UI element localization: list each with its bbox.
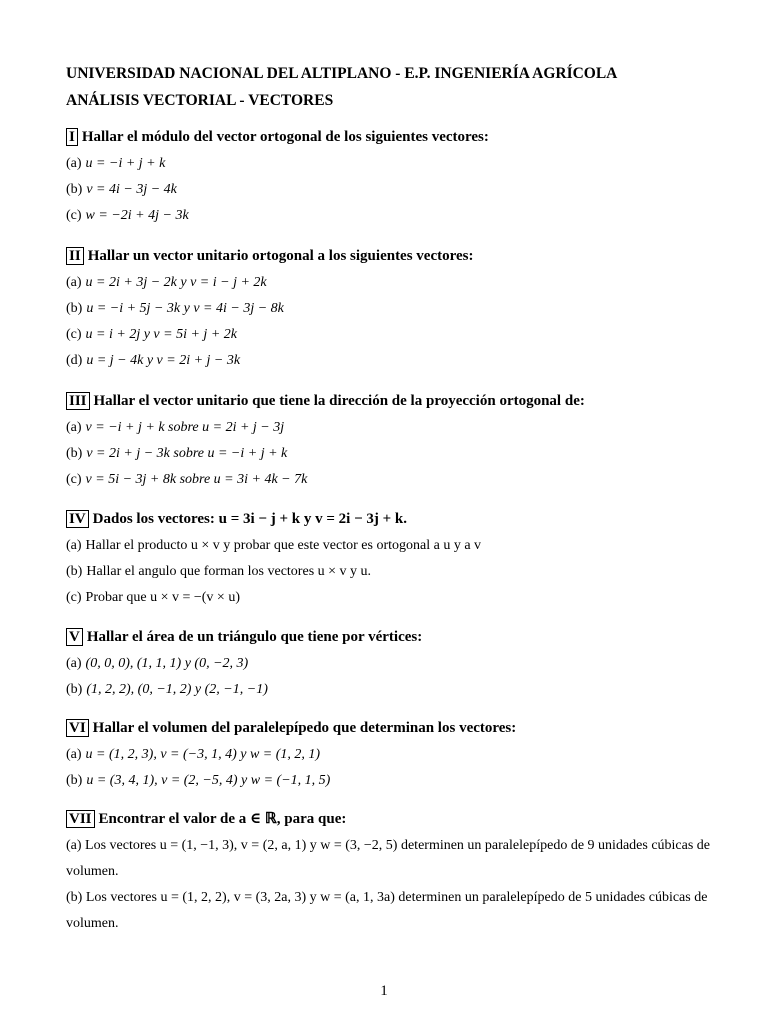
list-item: (b) (1, 2, 2), (0, −1, 2) y (2, −1, −1) (66, 682, 268, 697)
section-6-title (66, 718, 716, 742)
section-7-title (66, 809, 716, 833)
section-2-numeral: II (66, 247, 84, 265)
list-item: (b) v = 2i + j − 3k sobre u = −i + j + k (66, 446, 288, 461)
list-item: (c) w = −2i + 4j − 3k (66, 208, 189, 223)
header-university: UNIVERSIDAD NACIONAL DEL ALTIPLANO - E.P. INGENIERÍA AGRÍCOLA (66, 65, 618, 82)
page-number: 1 (380, 983, 388, 999)
list-item: (d) u = j − 4k y v = 2i + j − 3k (66, 353, 241, 368)
section-6-title-text: Hallar el volumen del paralelepípedo que determinan los vectores: (92, 720, 517, 736)
list-item: (a) u = (1, 2, 3), v = (−3, 1, 4) y w = (1, 2, 1) (66, 747, 321, 762)
section-5 (66, 627, 716, 703)
list-item: (a) v = −i + j + k sobre u = 2i + j − 3j (66, 420, 285, 435)
section-4-numeral: IV (66, 510, 89, 528)
list-item: (c) Probar que u × v = −(v × u) (66, 590, 240, 605)
document-header (66, 60, 716, 114)
section-2-title (66, 246, 716, 270)
section-3 (66, 391, 716, 493)
section-7-numeral: VII (66, 810, 95, 828)
section-6-numeral: VI (66, 719, 89, 737)
section-2 (66, 246, 716, 374)
list-item: (a) u = −i + j + k (66, 156, 166, 171)
list-item: (b) u = −i + 5j − 3k y v = 4i − 3j − 8k (66, 301, 284, 316)
section-1-title (66, 127, 716, 151)
section-7 (66, 809, 716, 937)
section-5-numeral: V (66, 628, 83, 646)
section-1-title-text: Hallar el módulo del vector ortogonal de los siguientes vectores: (81, 129, 489, 145)
section-4 (66, 509, 716, 611)
list-item: (c) v = 5i − 3j + 8k sobre u = 3i + 4k − 7k (66, 472, 308, 487)
section-1-numeral: I (66, 128, 78, 146)
section-5-title (66, 627, 716, 651)
section-3-title-text: Hallar el vector unitario que tiene la dirección de la proyección ortogonal de: (93, 393, 585, 409)
list-item: (b) Los vectores u = (1, 2, 2), v = (3, 2a, 3) y w = (a, 1, 3a) determinen un paralelepípedo de 5 unidades cúbicas de volumen. (66, 890, 708, 931)
section-3-numeral: III (66, 392, 90, 410)
list-item: (b) u = (3, 4, 1), v = (2, −5, 4) y w = (−1, 1, 5) (66, 773, 331, 788)
list-item: (b) v = 4i − 3j − 4k (66, 182, 177, 197)
header-course: ANÁLISIS VECTORIAL - VECTORES (66, 92, 334, 109)
section-3-title (66, 391, 716, 415)
list-item: (a) Los vectores u = (1, −1, 3), v = (2, a, 1) y w = (3, −2, 5) determinen un paralelepípedo de 9 unidades cúbicas de volumen. (66, 838, 711, 879)
section-6 (66, 718, 716, 794)
section-4-title (66, 509, 716, 533)
section-1 (66, 127, 716, 229)
section-5-title-text: Hallar el área de un triángulo que tiene por vértices: (86, 629, 423, 645)
section-7-title-text: Encontrar el valor de a ∈ ℝ, para que: (98, 811, 347, 827)
section-2-title-text: Hallar un vector unitario ortogonal a los siguientes vectores: (87, 248, 474, 264)
list-item: (a) u = 2i + 3j − 2k y v = i − j + 2k (66, 275, 267, 290)
section-4-title-text: Dados los vectores: u = 3i − j + k y v = 2i − 3j + k. (92, 511, 408, 527)
list-item: (c) u = i + 2j y v = 5i + j + 2k (66, 327, 237, 342)
list-item: (a) (0, 0, 0), (1, 1, 1) y (0, −2, 3) (66, 656, 249, 671)
list-item: (b) Hallar el angulo que forman los vectores u × v y u. (66, 564, 372, 579)
list-item: (a) Hallar el producto u × v y probar que este vector es ortogonal a u y a v (66, 538, 482, 553)
